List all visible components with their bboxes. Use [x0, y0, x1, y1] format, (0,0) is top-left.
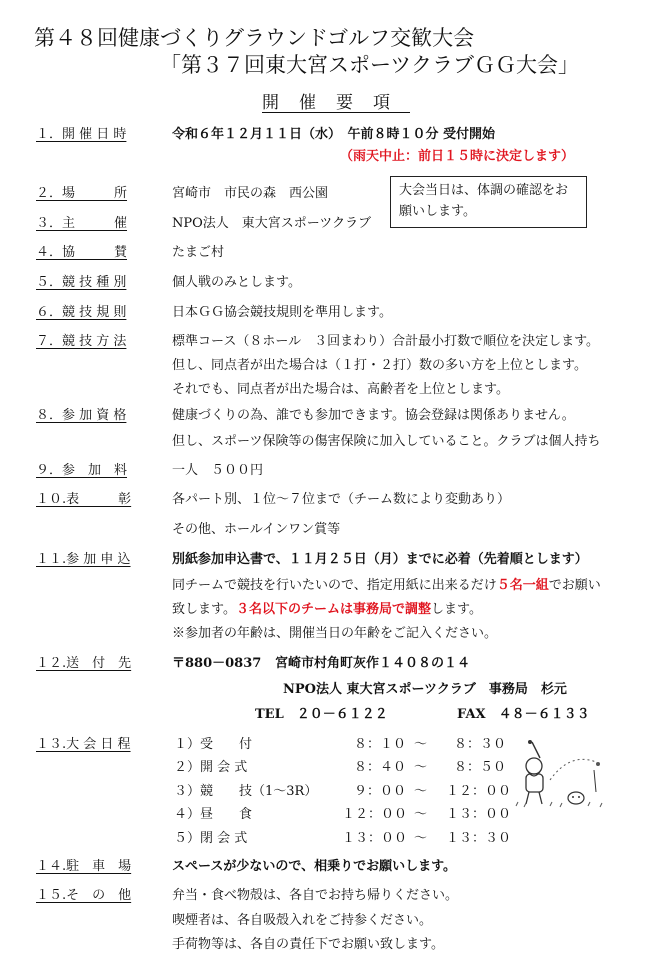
- item-text-6: 日本ＧＧ協会競技規則を準用します。: [172, 305, 392, 320]
- address: 宮崎市村角町灰作１４０８の１４: [275, 656, 471, 671]
- item-label-13: １３.大 会 日 程: [36, 737, 131, 752]
- item-text-8b: 但し、スポーツ保険等の傷害保険に加入していること。クラブは個人持ち: [172, 434, 601, 449]
- item-text-3: NPO法人 東大宮スポーツクラブ: [172, 216, 372, 231]
- item-text-5: 個人戦のみとします。: [172, 275, 301, 290]
- item-label-8: ８．参 加 資 格: [36, 408, 127, 423]
- tel-number: TEL ２０－６１２２: [255, 707, 388, 722]
- schedule-sep: ～: [414, 784, 428, 799]
- schedule-end: ８：３０: [454, 737, 507, 752]
- item-text-10b: その他、ホールインワン賞等: [172, 522, 341, 537]
- item-text-15a: 弁当・食べ物殻は、各自でお持ち帰りください。: [172, 888, 459, 903]
- schedule-end: １３：３０: [446, 831, 512, 846]
- fax-number: FAX ４８－６１３３: [457, 707, 590, 722]
- golfer-illustration-icon: [510, 740, 610, 810]
- title-line-1: 第４８回健康づくりグラウンドゴルフ交歓大会: [34, 26, 475, 50]
- schedule-name: ４）昼 食: [174, 807, 253, 822]
- item-label-15: １５.そ の 他: [36, 888, 132, 903]
- schedule-end: １３：００: [446, 807, 512, 822]
- item-label-14: １４.駐 車 場: [36, 859, 132, 874]
- item-text-7b: 但し、同点者が出た場合は（１打・２打）数の多い方を上位とします。: [172, 358, 587, 373]
- item-text-7c: それでも、同点者が出た場合は、高齢者を上位とします。: [172, 382, 509, 397]
- item-label-1: １．開 催 日 時: [36, 127, 127, 142]
- item-text-8a: 健康づくりの為、誰でも参加できます。協会登録は関係ありません。: [172, 408, 575, 423]
- item-label-12: １２.送 付 先: [36, 656, 132, 671]
- item-label-10: １０.表 彰: [36, 492, 132, 507]
- schedule-name: ２）開 会 式: [174, 760, 248, 775]
- item-text-15c: 手荷物等は、各自の責任下でお願い致します。: [172, 937, 444, 952]
- schedule-sep: ～: [414, 760, 428, 775]
- schedule-name: １）受 付: [174, 737, 253, 752]
- organization: NPO法人 東大宮スポーツクラブ 事務局 杉元: [283, 682, 567, 697]
- schedule-start: ８：１０: [354, 737, 407, 752]
- postal-code: 〒880－0837: [172, 656, 262, 671]
- item-label-3: ３．主 催: [36, 216, 128, 231]
- item-text-15b: 喫煙者は、各自吸殻入れをご持参ください。: [172, 913, 433, 928]
- item-label-7: ７．競 技 方 法: [36, 334, 127, 349]
- item-text-11d: ※参加者の年齢は、開催当日の年齢をご記入ください。: [172, 626, 498, 641]
- item-text-11a: 別紙参加申込書で、１１月２５日（月）までに必着（先着順とします）: [172, 552, 588, 567]
- item-label-4: ４．協 賛: [36, 245, 128, 260]
- item-label-6: ６．競 技 規 則: [36, 305, 127, 320]
- item-text-4: たまご村: [172, 245, 225, 260]
- item-text-11b: 同チームで競技を行いたいので、指定用紙に出来るだけ５名一組でお願い: [172, 578, 601, 593]
- schedule-end: １２：００: [446, 784, 512, 799]
- section-title: 開催要項: [262, 93, 410, 113]
- notice-box: 大会当日は、体調の確認をお願いします。: [390, 176, 587, 228]
- item-text-7a: 標準コース（８ホール ３回まわり）合計最小打数で順位を決定します。: [172, 334, 600, 349]
- item-text-14: スペースが少ないので、相乗りでお願いします。: [172, 859, 457, 874]
- schedule-sep: ～: [414, 737, 428, 752]
- title-line-2: 「第３７回東大宮スポーツクラブＧＧ大会」: [160, 53, 579, 77]
- item-label-5: ５．競 技 種 別: [36, 275, 127, 290]
- item-label-2: ２．場 所: [36, 186, 128, 201]
- item-text-1: 令和６年１２月１１日（水） 午前８時１０分 受付開始: [172, 127, 496, 142]
- item-label-9: ９．参 加 料: [36, 463, 128, 478]
- schedule-start: ９：００: [354, 784, 407, 799]
- item-text-2: 宮崎市 市民の森 西公園: [172, 186, 329, 201]
- schedule-end: ８：５０: [454, 760, 507, 775]
- schedule-start: ８：４０: [354, 760, 407, 775]
- schedule-start: １３：００: [342, 831, 408, 846]
- schedule-name: ３）競 技（1～3R）: [174, 784, 318, 799]
- item-text-11c: 致します。３名以下のチームは事務局で調整します。: [172, 602, 482, 617]
- schedule-start: １２：００: [342, 807, 408, 822]
- schedule-name: ５）閉 会 式: [174, 831, 248, 846]
- schedule-sep: ～: [414, 807, 428, 822]
- item-label-11: １１.参 加 申 込: [36, 552, 131, 567]
- rain-note: （雨天中止：前日１５時に決定します）: [340, 149, 575, 164]
- item-text-9: 一人 ５００円: [172, 463, 264, 478]
- schedule-sep: ～: [414, 831, 428, 846]
- item-text-10a: 各パート別、１位～７位まで（チーム数により変動あり）: [172, 492, 511, 507]
